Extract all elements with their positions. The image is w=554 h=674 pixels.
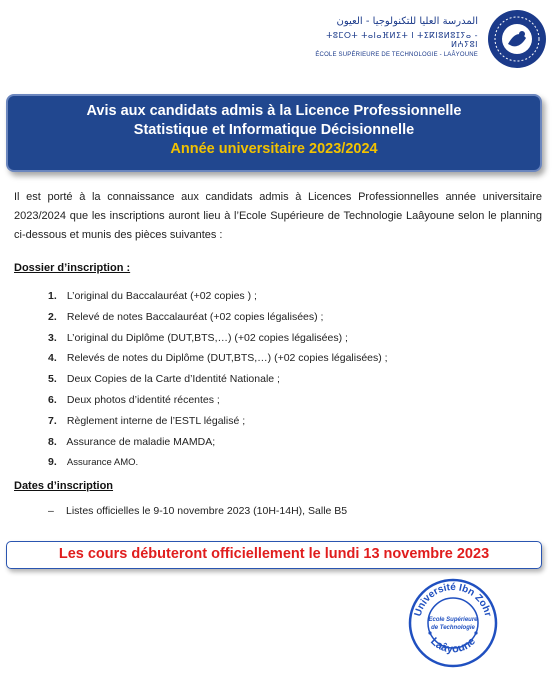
- list-item: 2. Relevé de notes Baccalauréat (+02 copies légalisées) ;: [48, 310, 324, 323]
- stamp-inner-1: Ecole Supérieure: [428, 617, 478, 623]
- intro-paragraph: Il est porté à la connaissance aux candidats admis à Licences Professionnelles année universitaire 2023/2024 que les inscriptions auront lieu à l’Ecole Supérieure de Technologie Laâyoune selon le planning ci-dessous et munis des pièces suivantes :: [14, 191, 542, 241]
- stamp-university-text: Université Ibn Zohr: [412, 581, 494, 618]
- school-name-french: ÉCOLE SUPÉRIEURE DE TECHNOLOGIE - LAÂYOUNE: [315, 52, 478, 58]
- list-item: 9. Assurance AMO.: [48, 456, 139, 469]
- list-item: 3. L’original du Diplôme (DUT,BTS,…) (+02 copies légalisées) ;: [48, 331, 348, 344]
- list-item: 8. Assurance de maladie MAMDA;: [48, 435, 216, 448]
- list-item: 6. Deux photos d’identité récentes ;: [48, 393, 220, 406]
- list-item: 1. L’original du Baccalauréat (+02 copies ) ;: [48, 290, 257, 302]
- school-seal-icon: [486, 8, 548, 70]
- dossier-heading: Dossier d’inscription :: [14, 262, 131, 274]
- dates-heading: Dates d’inscription: [14, 480, 114, 492]
- stamp-city-text: Laâyoune: [428, 635, 478, 656]
- dates-list-item: – Listes officielles le 9-10 novembre 2023 (10H-14H), Salle B5: [48, 505, 348, 517]
- svg-text:Laâyoune: [428, 635, 478, 655]
- university-stamp-icon: [408, 578, 498, 668]
- academic-year: Année universitaire 2023/2024: [170, 141, 378, 157]
- start-date-notice: Les cours débuteront officiellement le lundi 13 novembre 2023: [6, 541, 542, 569]
- stamp-inner-2: de Technologie: [431, 625, 475, 631]
- dossier-list: [48, 286, 528, 473]
- list-item: 7. Règlement interne de l’ESTL légalisé ;: [48, 414, 246, 427]
- title-line-1: Avis aux candidats admis à la Licence Professionnelle: [86, 103, 462, 119]
- svg-text:Université Ibn Zohr: [413, 582, 494, 618]
- title-banner: [6, 94, 542, 172]
- school-name-block: [298, 16, 478, 58]
- school-name-arabic: المدرسة العليا للتكنولوجيا - العيون: [336, 16, 478, 27]
- school-logo: [298, 8, 548, 74]
- title-line-2: Statistique et Informatique Décisionnelle: [133, 122, 415, 138]
- list-item: 5. Deux Copies de la Carte d’Identité Nationale ;: [48, 373, 280, 386]
- list-item: 4. Relevés de notes du Diplôme (DUT,BTS,…) (+02 copies légalisées) ;: [48, 352, 388, 365]
- school-name-tifinagh: ⵜⵓⵎⵔⵜ ⵜⴰⵏⴰⴼⵍⵉⵜ ⵏ ⵜⵉⴽⵏⵓⵍⵓⵊⵢⴰ - ⵍⵄⵢⵓⵏ: [326, 31, 478, 49]
